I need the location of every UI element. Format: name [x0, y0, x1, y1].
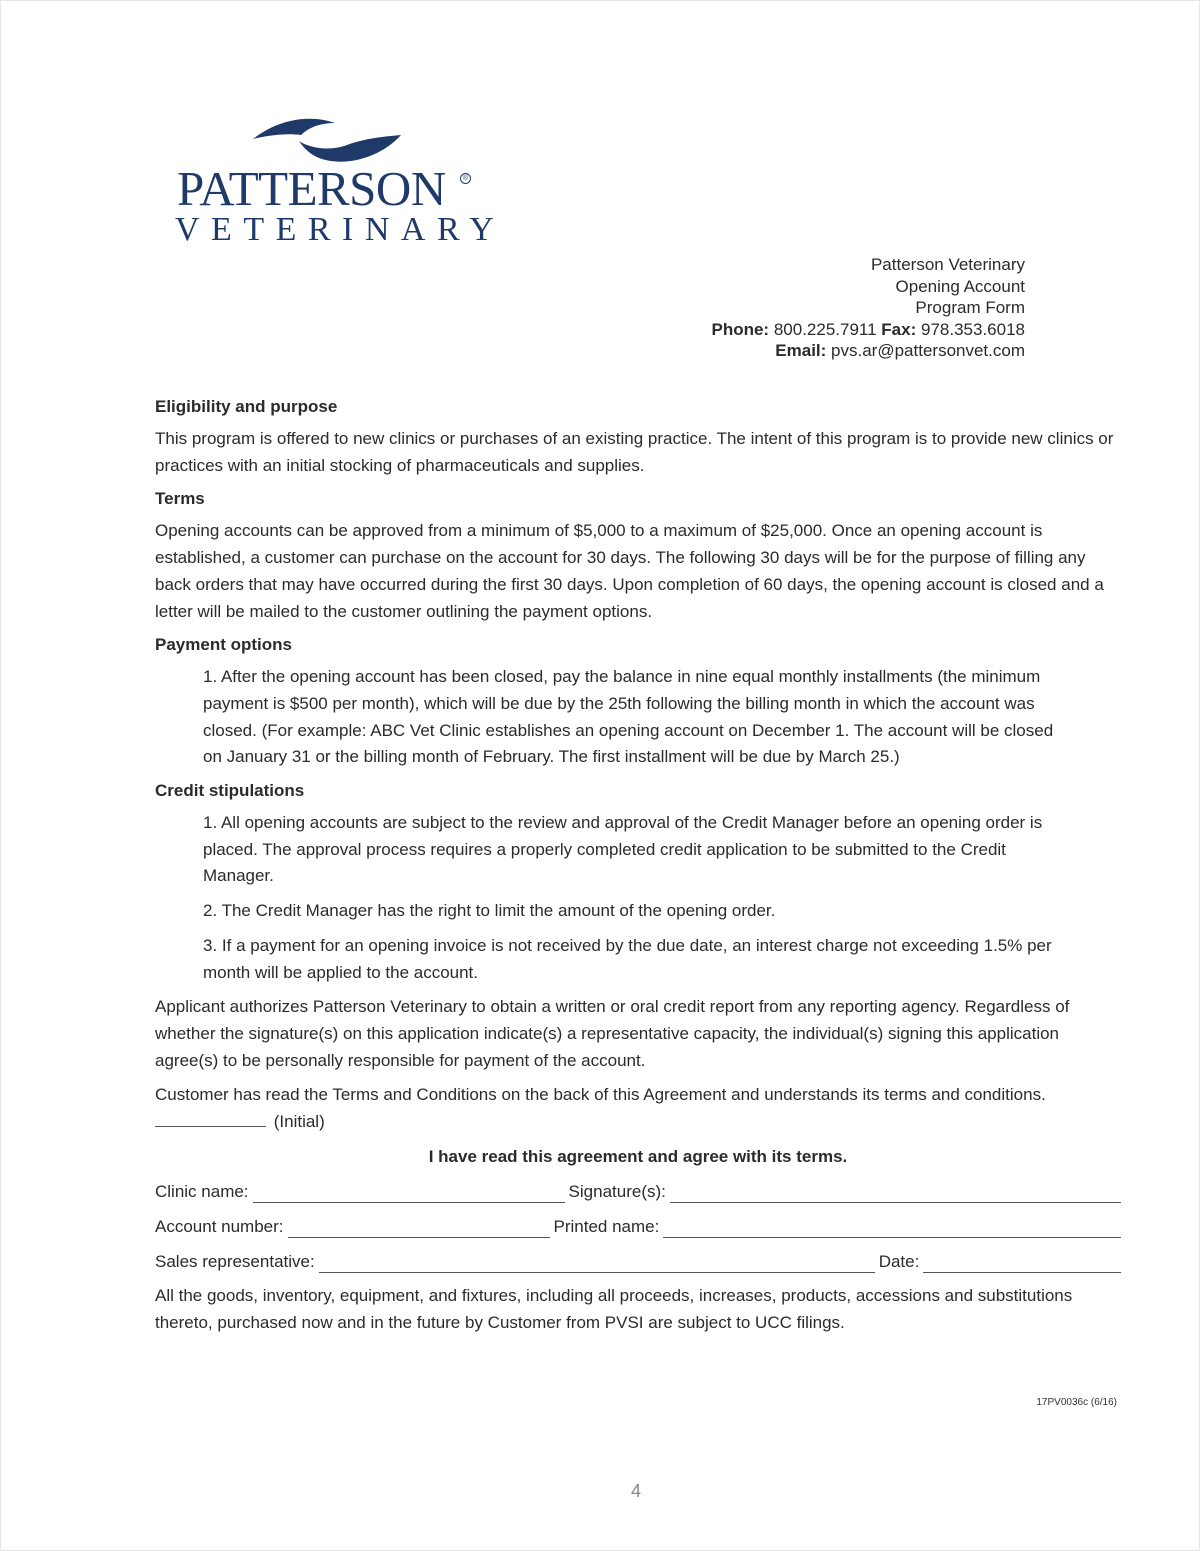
logo-brand-text: PATTERSON [177, 161, 446, 216]
account-number-label: Account number: [155, 1216, 284, 1236]
ucc-filing-text: All the goods, inventory, equipment, and fixtures, including all proceeds, increases, products, accessions and substitutions thereto, purchased now and in the future by Customer from PVSI are subject to UCC filings. [155, 1286, 1073, 1333]
contact-phone-fax [711, 319, 1025, 341]
contact-company: Patterson Veterinary [870, 255, 1025, 274]
sales-representative-field[interactable] [319, 1255, 875, 1273]
contact-form-title-2: Program Form [915, 298, 1025, 317]
initial-label: (Initial) [273, 1112, 325, 1132]
page-number: 4 [630, 1481, 641, 1501]
date-field[interactable] [923, 1255, 1121, 1273]
contact-form-title-1: Opening Account [895, 276, 1025, 296]
signature-field[interactable] [670, 1185, 1121, 1203]
form-code: 17PV0036c (6/16) [1036, 1397, 1117, 1408]
eligibility-heading: Eligibility and purpose [155, 397, 338, 416]
logo-swoosh-icon [251, 113, 403, 167]
payment-option-item: 1. After the opening account has been closed, pay the balance in nine equal monthly installments (the minimum payment is $500 per month), which will be due by the 25th following the billing month in which the account was closed. (For example: ABC Vet Clinic establishes an opening account on December 1. The account will be closed on January 31 or the billing month of February. The first installment will be due by March 25.) [203, 667, 1054, 767]
credit-stipulation-item: 1. All opening accounts are subject to the review and approval of the Credit Manager before an opening order is placed. The approval process requires a properly completed credit application to be submitted to the Credit Manager. [203, 813, 1043, 886]
authorization-text: Applicant authorizes Patterson Veterinary to obtain a written or oral credit report from any reporting agency. Regardless of whether the signature(s) on this application indicate(s) a representative capacity, the individual(s) signing this application agree(s) to be personally responsible for payment of the account. [155, 997, 1070, 1070]
registered-mark: ® [460, 173, 471, 184]
initial-field[interactable] [155, 1109, 266, 1127]
clinic-name-field[interactable] [253, 1185, 565, 1203]
credit-stipulations-heading: Credit stipulations [155, 781, 305, 801]
patterson-veterinary-logo [171, 109, 506, 249]
form-body [155, 395, 1121, 1345]
printed-name-label: Printed name: [553, 1216, 660, 1236]
terms-text: Opening accounts can be approved from a minimum of $5,000 to a maximum of $25,000. Once an opening account is established, a customer can purchase on the account for 30 days. The following 30 days will be for the purpose of filling any back orders that may have occurred during the first 30 days. Upon completion of 60 days, the opening account is closed and a letter will be mailed to the customer outlining the payment options. [155, 521, 1104, 621]
logo-sub-text: VETERINARY [175, 211, 506, 248]
email-label: Email: [775, 341, 827, 360]
date-label: Date: [878, 1251, 920, 1271]
email-address: pvs.ar@pattersonvet.com [831, 341, 1025, 360]
agreement-statement: I have read this agreement and agree with its terms. [428, 1146, 848, 1166]
account-printed-name-row [155, 1213, 1121, 1240]
clinic-signature-row [155, 1178, 1121, 1205]
signature-label: Signature(s): [568, 1181, 666, 1201]
sales-representative-label: Sales representative: [155, 1251, 315, 1271]
fax-number: 978.353.6018 [921, 319, 1025, 339]
credit-stipulation-item: 2. The Credit Manager has the right to limit the amount of the opening order. [203, 901, 776, 921]
fax-label: Fax: [881, 319, 917, 339]
sales-date-row [155, 1248, 1121, 1275]
credit-stipulation-item: 3. If a payment for an opening invoice is not received by the due date, an interest charge not exceeding 1.5% per month will be applied to the account. [203, 935, 1052, 982]
clinic-name-label: Clinic name: [155, 1181, 249, 1201]
payment-options-heading: Payment options [155, 635, 292, 655]
account-number-field[interactable] [288, 1220, 550, 1238]
contact-block [711, 254, 1025, 362]
customer-acknowledgement [155, 1082, 1121, 1135]
phone-label: Phone: [711, 319, 770, 339]
eligibility-text: This program is offered to new clinics or purchases of an existing practice. The intent of this program is to provide new clinics or practices with an initial stocking of pharmaceuticals and supplies. [155, 429, 1114, 475]
printed-name-field[interactable] [663, 1220, 1121, 1238]
terms-heading: Terms [155, 489, 205, 509]
contact-email [711, 340, 1025, 362]
phone-number: 800.225.7911 [773, 319, 877, 339]
customer-read-text: Customer has read the Terms and Conditions on the back of this Agreement and understands its terms and conditions. [155, 1085, 1046, 1105]
